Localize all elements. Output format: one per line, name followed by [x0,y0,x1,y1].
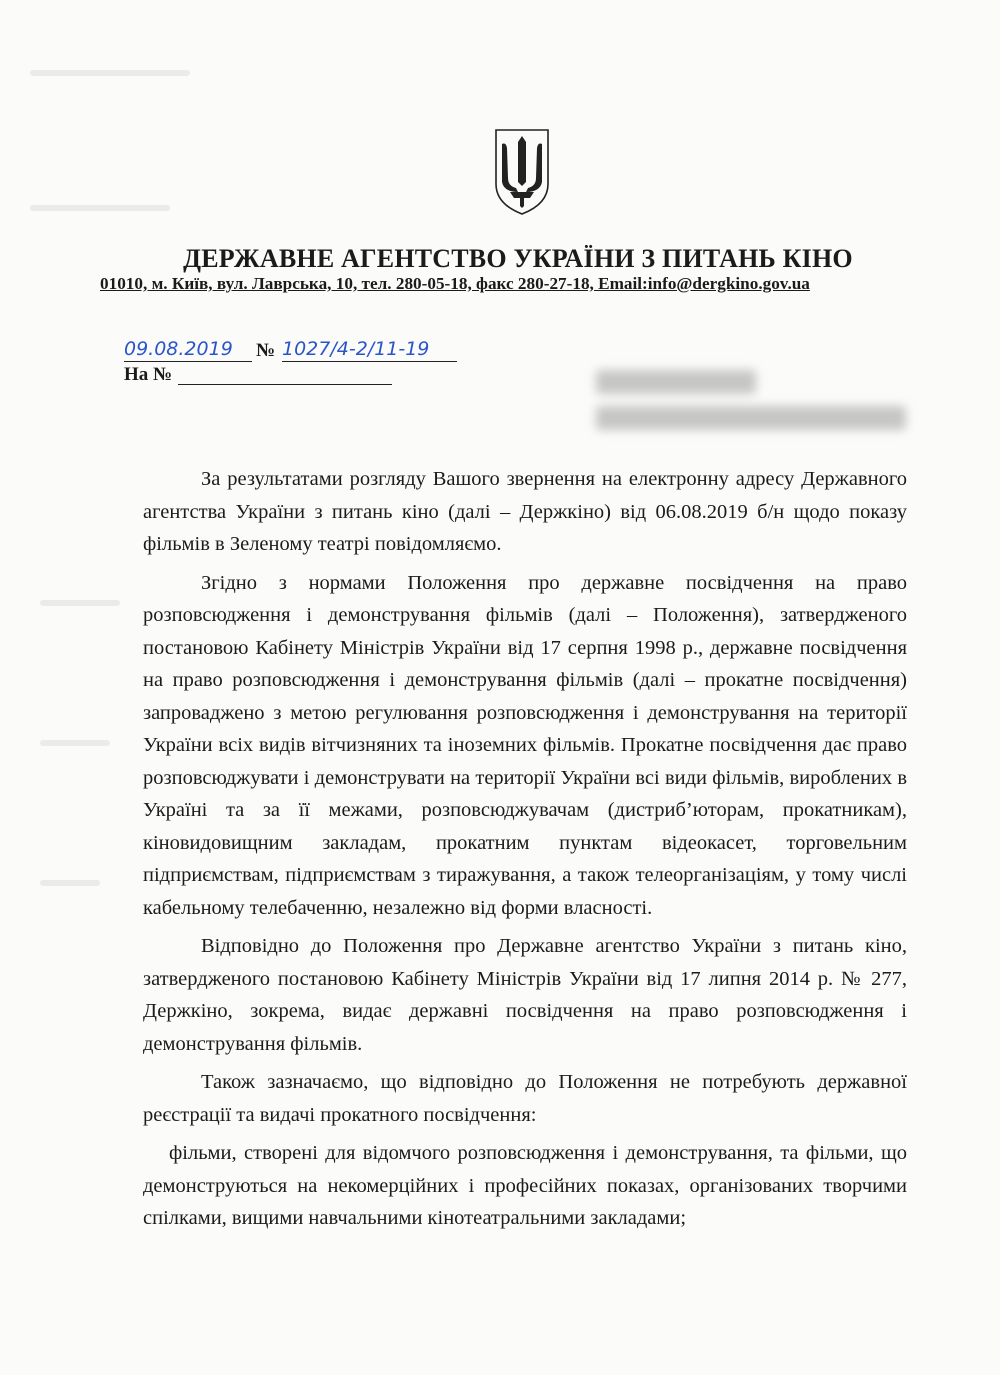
paragraph: Згідно з нормами Положення про державне посвідчення на право розповсюдження і демонстрування фільмів (далі – Положення), затвердженого постановою Кабінету Міністрів України від 17 серпня 1998 р., державне посвідчення на право розповсюдження і демонстрування фільмів (далі – прокатне посвідчення) запроваджено з метою регулювання розповсюдження і демонстрування на території України всіх видів вітчизняних та іноземних фільмів. Прокатне посвідчення дає право розповсюджувати і демонструвати на території України всі види фільмів, вироблених в Україні та за її межами, розповсюджувачам (дистриб’юторам, прокатникам), кіновидовищним закладам, прокатним пунктам відеокасет, торговельним підприємствам, підприємствам з тиражування, а також телеорганізаціям, у тому числі кабельному телебаченню, незалежно від форми власності. [143,571,907,919]
agency-address: 01010, м. Київ, вул. Лаврська, 10, тел. 280-05-18, факс 280-27-18, Email:info@dergkino.gov.ua [100,274,810,293]
letter-body [143,463,907,1241]
list-item: фільми, створені для відомчого розповсюдження і демонстрування, та фільми, що демонструються на некомерційних і професійних показах, організованих творчими спілками, вищими навчальними кінотеатральними закладами; [143,1142,907,1229]
scan-ghost-mark [40,600,120,606]
reply-label: На № [124,364,173,385]
recipient-redacted [596,370,916,442]
reply-number-blank [178,384,392,385]
outgoing-reference [124,338,484,366]
handwritten-number: 1027/4-2/11-19 [282,338,457,362]
trident-coat-of-arms-icon [490,126,554,216]
scan-ghost-mark [40,740,110,746]
scan-ghost-mark [30,205,170,211]
redacted-recipient-name [596,370,756,394]
scan-ghost-mark [30,70,190,76]
paragraph: За результатами розгляду Вашого звернення на електронну адресу Державного агентства України з питань кіно (далі – Держкіно) від 06.08.2019 б/н щодо показу фільмів в Зеленому театрі повідомляємо. [143,468,907,555]
paragraph: Відповідно до Положення про Державне агентство України з питань кіно, затвердженого постановою Кабінету Міністрів України від 17 липня 2014 р. № 277, Держкіно, зокрема, видає державні посвідчення на право розповсюдження і демонстрування фільмів. [143,935,907,1055]
agency-title: ДЕРЖАВНЕ АГЕНТСТВО УКРАЇНИ З ПИТАНЬ КІНО [183,244,853,273]
paragraph: Також зазначаємо, що відповідно до Положення не потребують державної реєстрації та видачі прокатного посвідчення: [143,1071,907,1126]
number-sign: № [256,340,276,361]
redacted-recipient-email [596,406,906,430]
handwritten-date: 09.08.2019 [124,338,252,362]
scan-ghost-mark [40,880,100,886]
reply-reference [124,364,172,390]
